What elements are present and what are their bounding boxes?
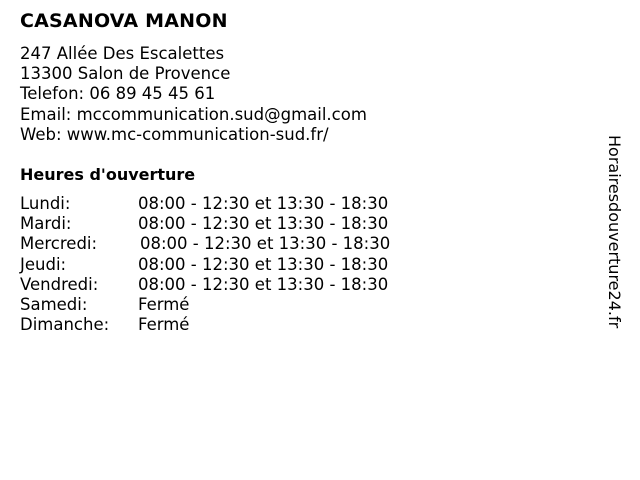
email-line: Email: mccommunication.sud@gmail.com xyxy=(20,104,367,124)
day-label: Mardi: xyxy=(20,214,72,234)
day-label: Vendredi: xyxy=(20,274,99,294)
time-value: 08:00 - 12:30 et 13:30 - 18:30 xyxy=(138,194,389,213)
contact-block xyxy=(20,44,367,145)
day-label: Jeudi: xyxy=(20,254,67,274)
hours-heading: Heures d'ouverture xyxy=(20,165,196,184)
address-line-2: 13300 Salon de Provence xyxy=(20,64,231,84)
address-line-1: 247 Allée Des Escalettes xyxy=(20,44,225,63)
day-label: Lundi: xyxy=(20,194,71,213)
web-line: Web: www.mc-communication-sud.fr/ xyxy=(20,124,329,144)
site-watermark: Horairesdouverture24.fr xyxy=(605,135,624,329)
time-value: 08:00 - 12:30 et 13:30 - 18:30 xyxy=(138,274,389,294)
day-label: Samedi: xyxy=(20,294,88,314)
business-name: CASANOVA MANON xyxy=(20,10,228,32)
day-label: Dimanche: xyxy=(20,315,110,335)
time-value: Fermé xyxy=(138,315,190,335)
time-value: 08:00 - 12:30 et 13:30 - 18:30 xyxy=(138,254,389,274)
time-value: Fermé xyxy=(138,294,190,314)
time-value: 08:00 - 12:30 et 13:30 - 18:30 xyxy=(140,234,391,254)
day-label: Mercredi: xyxy=(20,234,98,254)
phone-line: Telefon: 06 89 45 45 61 xyxy=(20,84,216,104)
time-value: 08:00 - 12:30 et 13:30 - 18:30 xyxy=(138,214,389,234)
